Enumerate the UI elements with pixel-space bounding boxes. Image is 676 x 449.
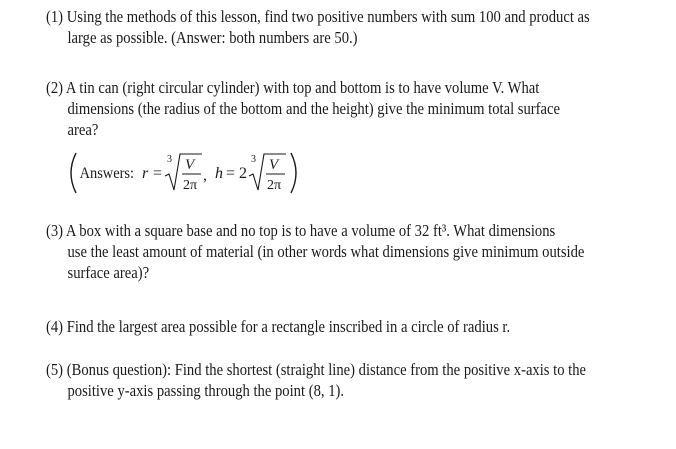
problem-5 (46, 359, 587, 401)
problem-5-number: (5) (46, 360, 64, 379)
problem-1 (46, 6, 590, 48)
problem-4-text-1: Find the largest area possible for a rectangle inscribed in a circle of radius r. (66, 317, 511, 336)
problem-1-text-1: Using the methods of this lesson, find two positive numbers with sum 100 and product as (66, 7, 590, 26)
problem-4-number: (4) (46, 317, 64, 336)
left-paren (71, 153, 76, 193)
right-paren (291, 153, 296, 193)
problem-1-line-1 (46, 6, 590, 27)
problem-4 (46, 316, 553, 337)
answers-label: Answers: (79, 164, 134, 183)
root-index-2: 3 (251, 154, 256, 165)
problem-3-line-3: surface area)? (67, 263, 150, 282)
problem-2-line-1 (46, 77, 553, 98)
problem-2-line-3: area? (67, 120, 99, 139)
numerator-1: V (185, 157, 195, 173)
problem-1-line-2: large as possible. (Answer: both numbers are 50.) (67, 28, 358, 47)
h-symbol: h (215, 165, 223, 182)
problem-2-answer-formula (67, 150, 327, 196)
root-index-1: 3 (167, 154, 172, 165)
h-equals: = (226, 165, 236, 182)
r-symbol: r (142, 165, 149, 182)
problem-4-line-1 (46, 316, 553, 337)
problem-3 (46, 220, 585, 283)
coefficient-2: 2 (239, 165, 247, 182)
separator: , (203, 167, 207, 184)
problem-3-line-1 (46, 220, 556, 241)
problem-3-text-1: A box with a square base and no top is to have a volume of 32 ft³. What dimensions (65, 221, 556, 240)
problem-5-line-2: positive y-axis passing through the point (8, 1). (67, 381, 345, 400)
problem-5-line-1 (46, 359, 587, 380)
problem-2-number: (2) (46, 78, 64, 97)
problem-2-line-2: dimensions (the radius of the bottom and the height) give the minimum total surface (67, 99, 561, 118)
problem-5-text-1: (Bonus question): Find the shortest (straight line) distance from the positive x-axis to the (66, 360, 587, 379)
denominator-2: 2π (267, 178, 282, 193)
denominator-1: 2π (183, 178, 198, 193)
problem-2 (46, 77, 561, 140)
problem-3-number: (3) (46, 221, 64, 240)
r-equals: = (153, 165, 163, 182)
problem-3-line-2: use the least amount of material (in other words what dimensions give minimum outside (67, 242, 585, 261)
answer-formula-svg (67, 150, 327, 196)
problem-2-text-1: A tin can (right circular cylinder) with top and bottom is to have volume V. What (65, 78, 540, 97)
problem-1-number: (1) (46, 7, 64, 26)
numerator-2: V (269, 157, 279, 173)
